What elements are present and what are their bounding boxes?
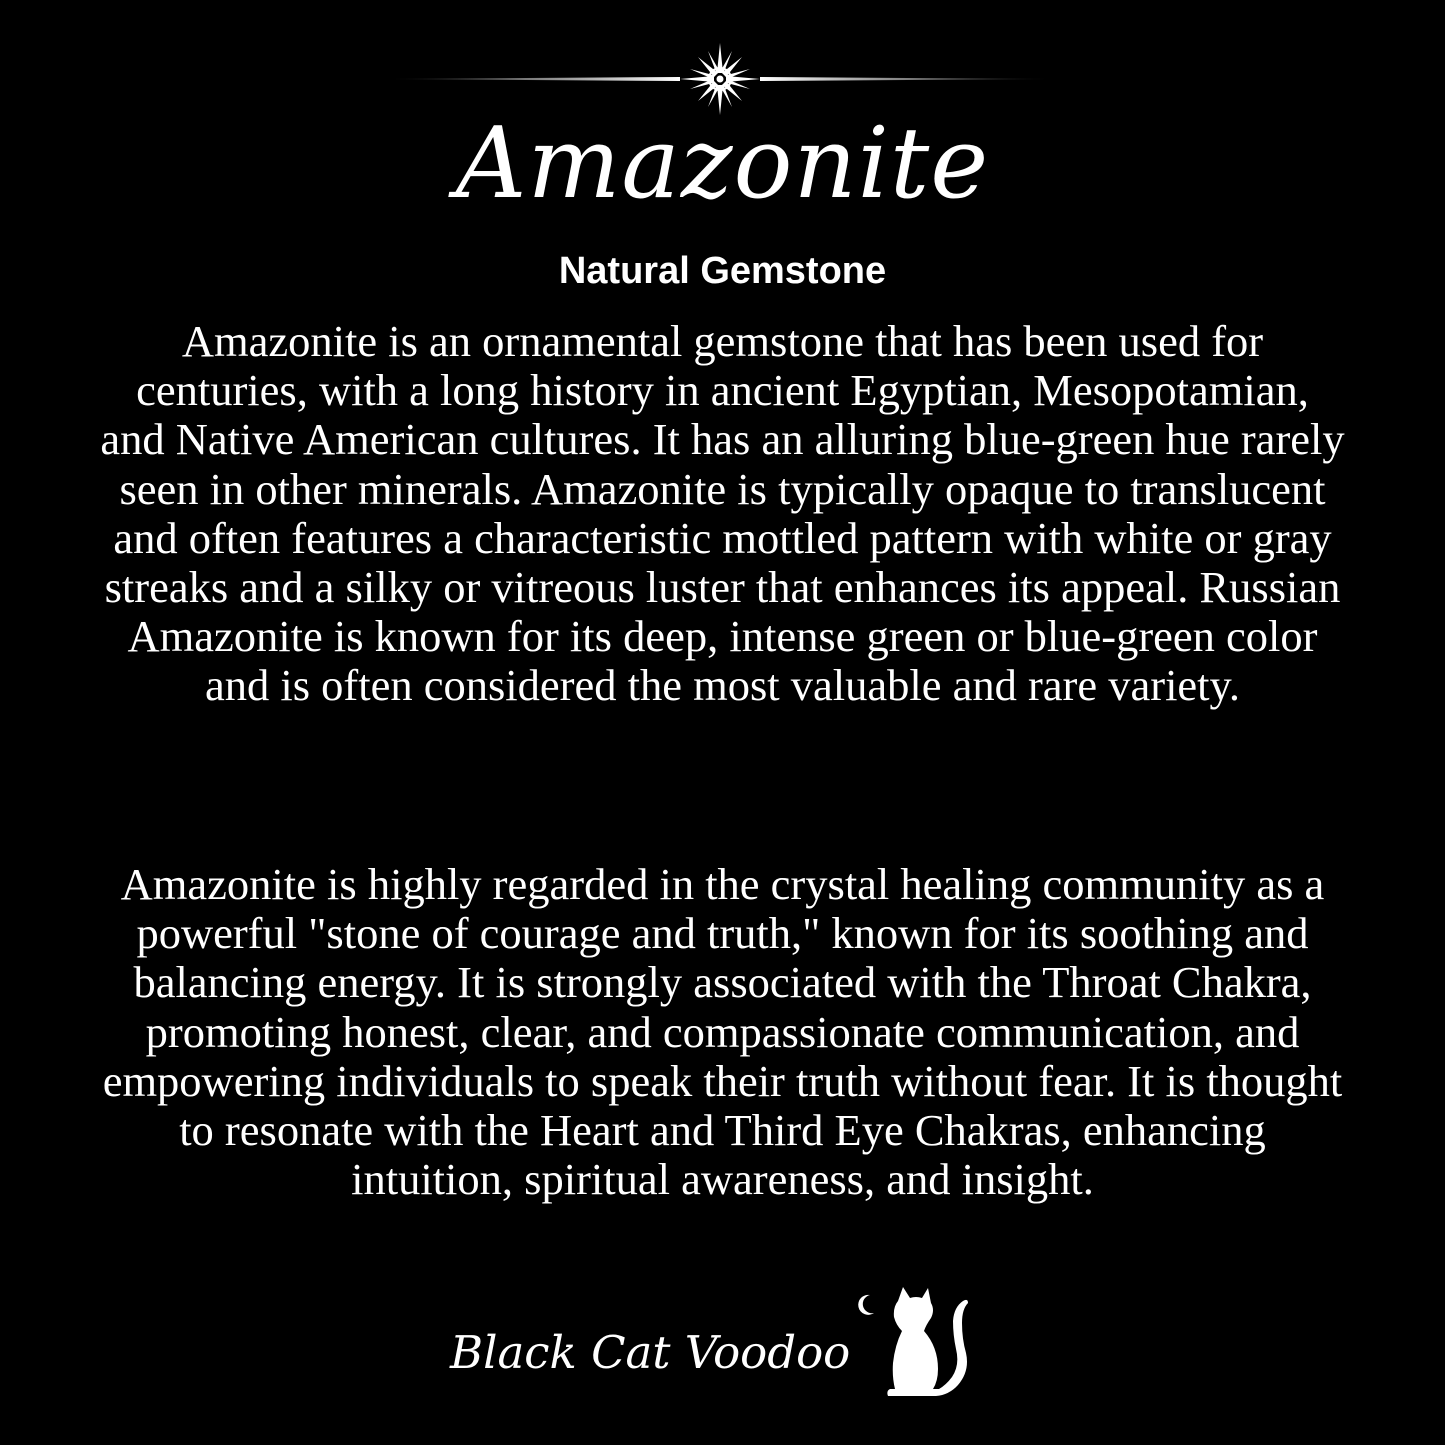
- cat-moon-icon: [840, 1285, 990, 1405]
- description-paragraph: Amazonite is an ornamental gemstone that has been used for centuries, with a long history in ancient Egyptian, Mesopotamian, and Native American cultures. It has an alluring blue-green hue rarely seen in other minerals. Amazonite is typically opaque to translucent and often features a characteristic mottled pattern with white or gray streaks and a silky or vitreous luster that enhances its appeal. Russian Amazonite is known for its deep, intense green or blue-green color and is often considered the most valuable and rare variety.: [100, 316, 1345, 711]
- page-subtitle: Natural Gemstone: [558, 250, 887, 292]
- page-title: Amazonite: [455, 107, 990, 221]
- healing-paragraph: Amazonite is highly regarded in the crystal healing community as a powerful "stone of courage and truth," known for its soothing and balancing energy. It is strongly associated with the Throat Chakra, promoting honest, clear, and compassionate communication, and empowering individuals to speak their truth without fear. It is thought to resonate with the Heart and Third Eye Chakras, enhancing intuition, spiritual awareness, and insight.: [102, 859, 1343, 1205]
- brand-name: Black Cat Voodoo: [450, 1326, 851, 1379]
- brand-footer: [440, 1285, 1000, 1405]
